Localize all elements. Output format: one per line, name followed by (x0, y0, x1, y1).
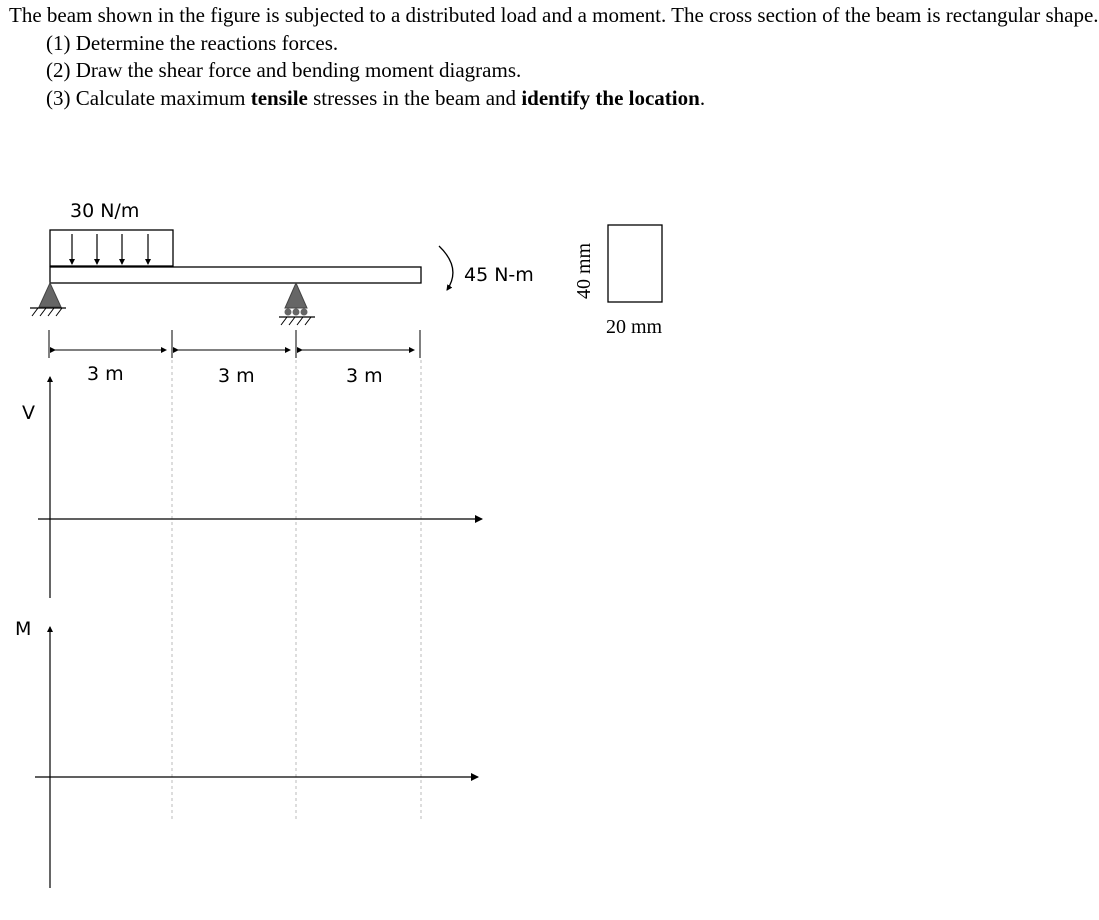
span-label-3: 3 m (346, 365, 383, 387)
question-3-tensile: tensile (250, 85, 308, 110)
cross-section-width-label: 20 mm (606, 316, 663, 338)
cross-section-height-label: 40 mm (573, 242, 595, 299)
question-3-location: identify the location (521, 85, 700, 110)
beam (50, 267, 421, 283)
question-3-suffix: . (699, 85, 706, 110)
problem-intro: The beam shown in the figure is subjected to a distributed load and a moment. The cross section of the beam is rectangular shape. (9, 3, 1099, 27)
question-3-mid: stresses in the beam and (307, 85, 522, 110)
distributed-load-label: 30 N/m (70, 200, 140, 222)
roller-support (279, 283, 315, 325)
question-2: (2) Draw the shear force and bending moment diagrams. (46, 58, 522, 82)
question-1: (1) Determine the reactions forces. (46, 30, 339, 55)
moment-label: 45 N-m (464, 264, 534, 286)
dimension-lines (49, 330, 420, 358)
distributed-load (50, 230, 173, 266)
span-label-1: 3 m (87, 363, 124, 385)
moment-diagram-axes (35, 627, 478, 888)
cross-section (608, 225, 662, 302)
distributed-load-block (50, 230, 173, 266)
shear-axis-label: V (22, 402, 35, 424)
moment-axis-label: M (15, 618, 32, 640)
pin-support (30, 283, 66, 316)
shear-diagram-axes (38, 377, 482, 598)
question-3-prefix: (3) Calculate maximum (46, 85, 251, 110)
guide-lines (172, 360, 421, 820)
moment-arrow (439, 246, 453, 290)
span-label-2: 3 m (218, 365, 255, 387)
